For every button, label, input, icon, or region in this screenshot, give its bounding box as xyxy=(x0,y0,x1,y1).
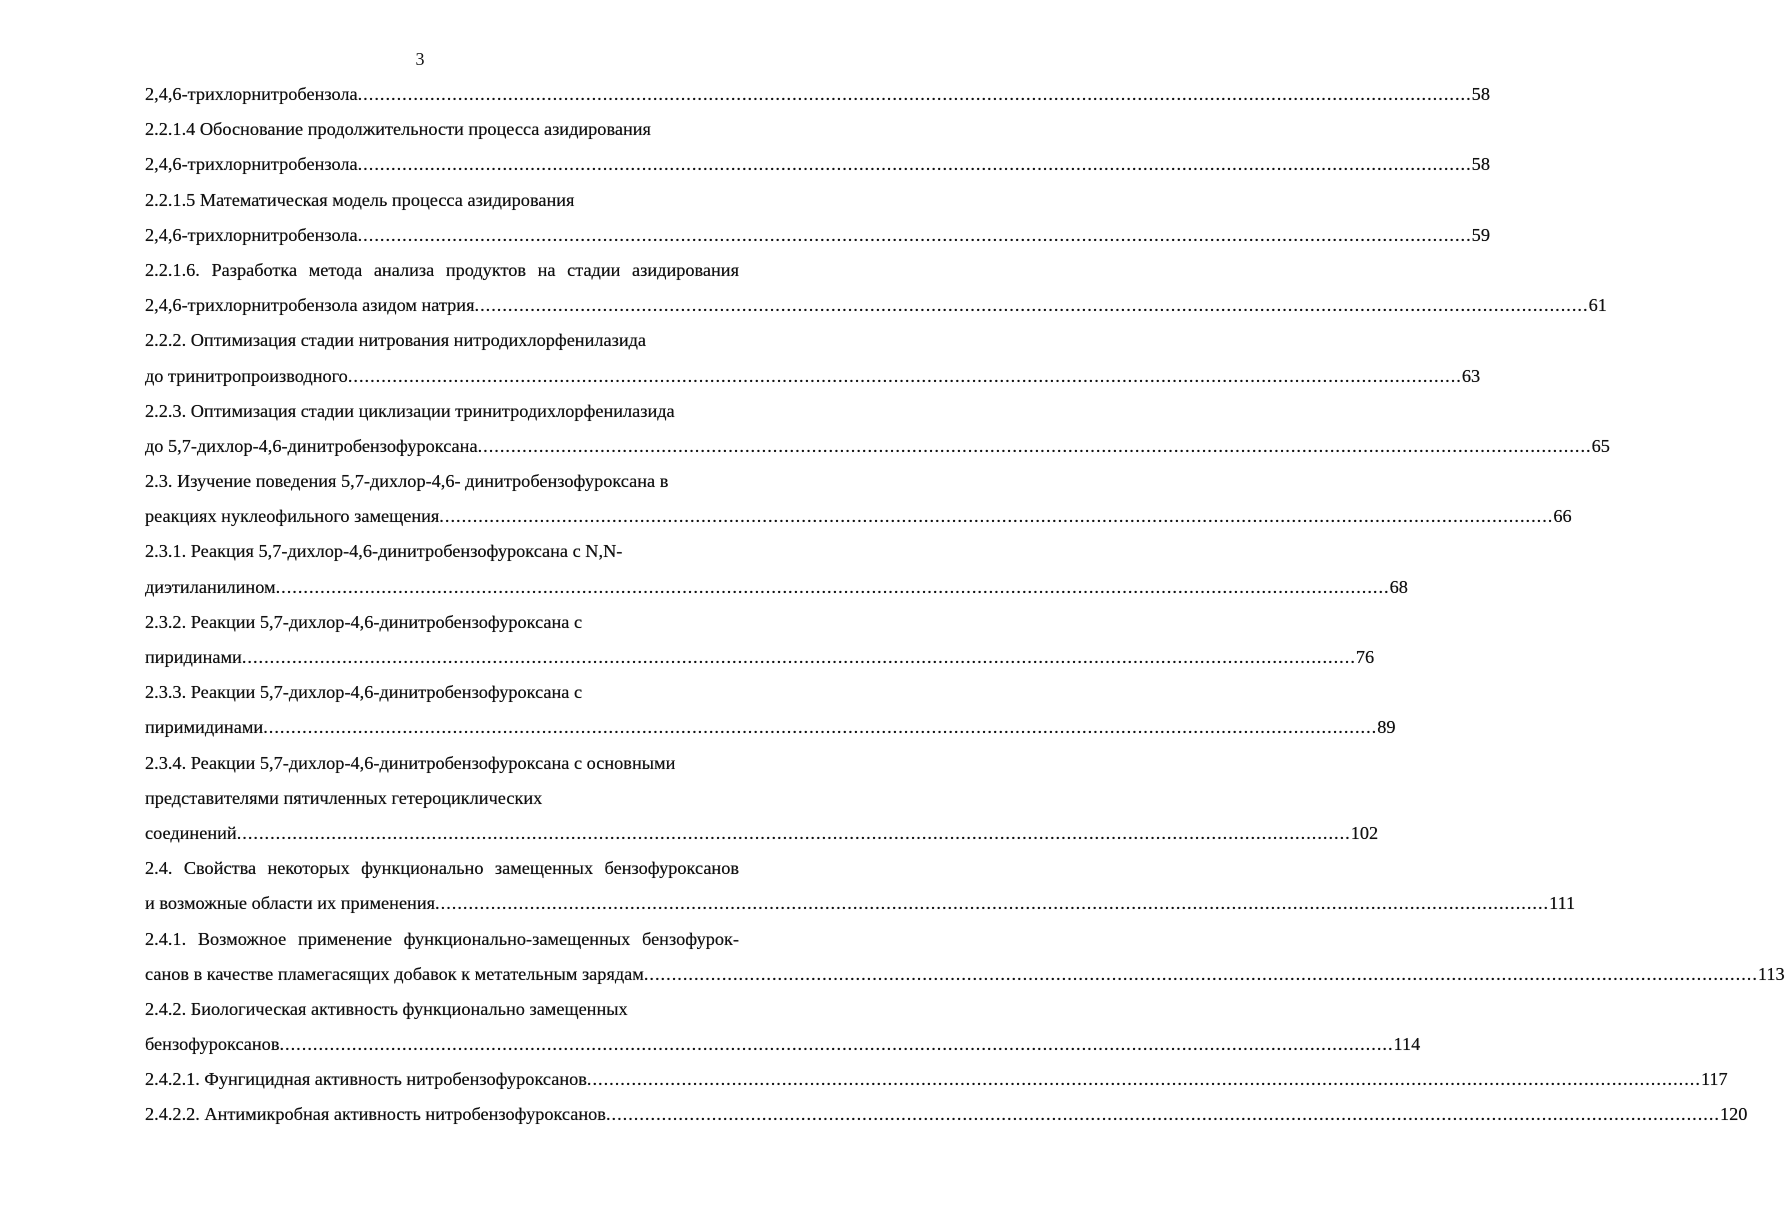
toc-entry-text: пиримидинами xyxy=(145,717,264,738)
dot-leader: ........................................................................................................................................................................................................ xyxy=(477,435,1592,456)
toc-page-number: 63 xyxy=(1461,365,1481,386)
dot-leader: ........................................................................................................................................................................................................ xyxy=(263,717,1378,738)
toc-entry-text: представителями пятичленных гетероциклических xyxy=(145,787,543,808)
toc-page-number: 117 xyxy=(1700,1069,1728,1090)
toc-entry-text: 2.2.1.6. Разработка метода анализа продуктов на стадии азидирования xyxy=(145,259,739,280)
toc-entry-text: 2.3.1. Реакция 5,7-дихлор-4,6-динитробензофуроксана с N,N- xyxy=(145,541,623,562)
toc-heading-line xyxy=(145,464,739,499)
dot-leader: ........................................................................................................................................................................................................ xyxy=(279,1034,1394,1055)
dot-leader: ........................................................................................................................................................................................................ xyxy=(586,1069,1701,1090)
toc-page-number: 111 xyxy=(1549,893,1576,914)
toc-entry-line xyxy=(145,640,1375,675)
toc-page-number: 113 xyxy=(1757,963,1785,984)
toc-page-number: 102 xyxy=(1350,822,1379,843)
dot-leader: ........................................................................................................................................................................................................ xyxy=(643,963,1758,984)
toc-entry-text: и возможные области их применения xyxy=(145,893,436,914)
toc-entry-line xyxy=(145,1062,1728,1097)
toc-heading-line xyxy=(145,605,739,640)
toc-entry-text: бензофуроксанов xyxy=(145,1034,280,1055)
toc-page-number: 65 xyxy=(1591,435,1610,456)
toc-entry-text: 2,4,6-трихлорнитробензола xyxy=(145,224,358,245)
toc-entry-text: до тринитропроизводного xyxy=(145,365,348,386)
toc-entry-text: 2.3.2. Реакции 5,7-дихлор-4,6-динитробензофуроксана с xyxy=(145,611,583,632)
toc-entry-line xyxy=(145,957,1785,992)
dot-leader: ........................................................................................................................................................................................................ xyxy=(357,84,1472,104)
toc-heading-line xyxy=(145,851,739,886)
toc-entry-text: санов в качестве пламегасящих добавок к метательным зарядам xyxy=(145,963,644,984)
toc-entry-line xyxy=(145,1027,1421,1062)
toc-page-number: 58 xyxy=(1471,154,1490,175)
toc-entry-line xyxy=(145,816,1379,851)
toc-page-number: 68 xyxy=(1389,576,1408,597)
toc-entry-text: 2.3.3. Реакции 5,7-дихлор-4,6-динитробензофуроксана с xyxy=(145,682,583,703)
toc-entry-text: пиридинами xyxy=(145,647,242,667)
toc-entry-line xyxy=(145,359,1481,394)
toc-entry-text: 2,4,6-трихлорнитробензола xyxy=(145,84,358,104)
table-of-contents xyxy=(145,77,1785,1133)
toc-page-number: 76 xyxy=(1355,647,1375,667)
toc-entry-text: 2.4. Свойства некоторых функционально замещенных бензофуроксанов xyxy=(145,858,739,879)
toc-entry-line xyxy=(145,429,1610,464)
toc-entry-text: 2.4.1. Возможное применение функционально-замещенных бензофурок- xyxy=(145,928,739,949)
toc-entry-line xyxy=(145,147,1490,182)
toc-entry-line xyxy=(145,886,1576,921)
dot-leader: ........................................................................................................................................................................................................ xyxy=(275,576,1390,597)
toc-entry-text: 2.2.1.5 Математическая модель процесса азидирования xyxy=(145,189,575,210)
toc-entry-line xyxy=(145,710,1396,745)
dot-leader: ........................................................................................................................................................................................................ xyxy=(439,506,1554,527)
toc-heading-line xyxy=(145,253,739,288)
toc-entry-line xyxy=(145,77,1490,112)
toc-entry-text: 2.2.3. Оптимизация стадии циклизации тринитродихлорфенилазида xyxy=(145,400,675,421)
toc-heading-line xyxy=(145,675,739,710)
toc-entry-text: до 5,7-дихлор-4,6-динитробензофуроксана xyxy=(145,435,478,456)
toc-heading-line xyxy=(145,781,739,816)
toc-heading-line xyxy=(145,183,739,218)
dot-leader: ........................................................................................................................................................................................................ xyxy=(357,224,1472,245)
toc-entry-line xyxy=(145,218,1490,253)
page-number: 3 xyxy=(415,49,425,69)
toc-page-number: 61 xyxy=(1588,295,1607,316)
toc-entry-text: 2.3.4. Реакции 5,7-дихлор-4,6-динитробензофуроксана с основными xyxy=(145,752,676,773)
toc-entry-text: 2.4.2.1. Фунгицидная активность нитробензофуроксанов xyxy=(145,1069,587,1090)
toc-page-number: 58 xyxy=(1471,84,1490,104)
toc-heading-line xyxy=(145,534,739,569)
toc-heading-line xyxy=(145,112,739,147)
toc-page-number: 120 xyxy=(1720,1104,1748,1125)
toc-entry-text: 2.3. Изучение поведения 5,7-дихлор-4,6- динитробензофуроксана в xyxy=(145,471,669,492)
toc-page-number: 89 xyxy=(1377,717,1396,738)
toc-entry-line xyxy=(145,570,1408,605)
toc-heading-line xyxy=(145,922,739,957)
dot-leader: ........................................................................................................................................................................................................ xyxy=(435,893,1550,914)
toc-page-number: 59 xyxy=(1471,224,1490,245)
dot-leader: ........................................................................................................................................................................................................ xyxy=(605,1104,1720,1125)
toc-entry-text: 2.2.2. Оптимизация стадии нитрования нитродихлорфенилазида xyxy=(145,330,647,351)
dot-leader: ........................................................................................................................................................................................................ xyxy=(347,365,1462,386)
toc-entry-line xyxy=(145,1097,1748,1132)
toc-entry-text: реакциях нуклеофильного замещения xyxy=(145,506,440,527)
toc-page-number: 114 xyxy=(1393,1034,1421,1055)
dot-leader: ........................................................................................................................................................................................................ xyxy=(474,295,1589,316)
toc-entry-line xyxy=(145,499,1572,534)
toc-entry-text: соединений xyxy=(145,822,237,843)
toc-heading-line xyxy=(145,323,739,358)
dot-leader: ........................................................................................................................................................................................................ xyxy=(241,647,1356,667)
toc-page-number: 66 xyxy=(1553,506,1572,527)
toc-entry-text: 2.2.1.4 Обоснование продолжительности процесса азидирования xyxy=(145,119,651,140)
toc-heading-line xyxy=(145,746,739,781)
dot-leader: ........................................................................................................................................................................................................ xyxy=(357,154,1472,175)
toc-entry-line xyxy=(145,288,1607,323)
toc-entry-text: 2.4.2. Биологическая активность функционально замещенных xyxy=(145,998,628,1019)
toc-entry-text: диэтиланилином xyxy=(145,576,276,597)
toc-entry-text: 2,4,6-трихлорнитробензола xyxy=(145,154,358,175)
toc-entry-text: 2.4.2.2. Антимикробная активность нитробензофуроксанов xyxy=(145,1104,606,1125)
dot-leader: ........................................................................................................................................................................................................ xyxy=(236,822,1351,843)
toc-entry-text: 2,4,6-трихлорнитробензола азидом натрия xyxy=(145,295,475,316)
toc-heading-line xyxy=(145,992,739,1027)
toc-heading-line xyxy=(145,394,739,429)
